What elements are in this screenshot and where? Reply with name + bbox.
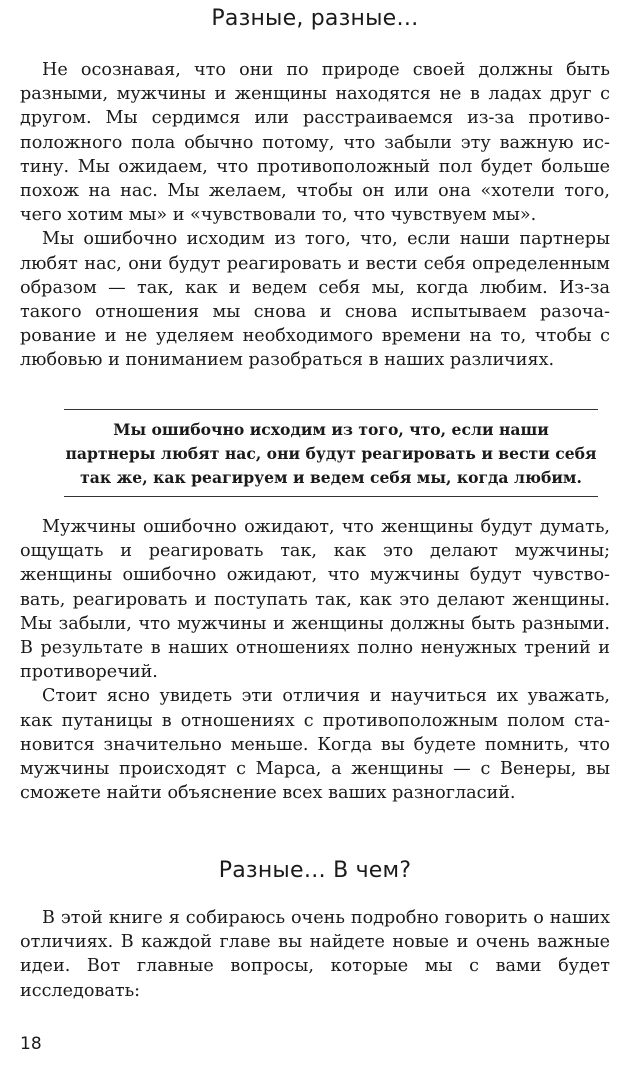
section-title-raznye-v-chem: Разные… В чем? (218, 858, 412, 883)
section1-body (20, 58, 610, 373)
pull-quote-line-1: Мы ошибочно исходим из того, что, если наши (113, 420, 549, 439)
paragraph-5: В этой книге я собираюсь очень подробно говорить о наших отличиях. В каждой главе вы найдете новые и очень важные идеи. Вот главные вопросы, которые мы с вами будет исследовать: (20, 908, 610, 1001)
section2-body (20, 906, 610, 1003)
paragraph-1: Не осознавая, что они по природе своей должны быть разными, мужчины и женщины находятся не в ладах друг с другом. Мы сердимся или расстраиваемся из-за противоположного пола обычно потому, что забыли эту важную истину. Мы ожидаем, что противоположный пол будет больше похож на нас. Мы желаем, чтобы он или она «хотели того, чего хотим мы» и «чувствовали то, что чувствуем мы». (20, 60, 610, 226)
pull-quote-line-2: партнеры любят нас, они будут реагировать и вести себя (65, 444, 597, 463)
section1-continued (20, 515, 610, 805)
paragraph-3: Мужчины ошибочно ожидают, что женщины будут думать, ощущать и реагировать так, как это делают мужчины; женщины ошибочно ожидают, что мужчины будут чувствовать, реагировать и поступать так, как это делают женщины. Мы забыли, что мужчины и женщины должны быть разными. В результате в наших отношениях полно ненужных трений и противоречий. (20, 517, 610, 683)
section-title-raznye: Разные, разные… (211, 6, 419, 31)
pull-quote-line-3: так же, как реагируем и ведем себя мы, когда любим. (80, 468, 582, 487)
paragraph-4: Стоит ясно увидеть эти отличия и научиться их уважать, как путаницы в отношениях с противоположным полом становится значительно меньше. Когда вы будете помнить, что мужчины происходят с Марса, а женщины — с Венеры, вы сможете найти объяснение всех ваших разногласий. (20, 686, 610, 804)
book-page (20, 0, 610, 1068)
paragraph-2: Мы ошибочно исходим из того, что, если наши партнеры любят нас, они будут реагировать и вести себя определенным образом — так, как и ведем себя мы, когда любим. Из-за такого отношения мы снова и снова испытываем разочарование и не уделяем необходимого времени на то, чтобы с любовью и пониманием разобраться в наших различиях. (20, 229, 610, 371)
page-number: 18 (20, 1034, 42, 1054)
pull-quote (64, 409, 598, 497)
